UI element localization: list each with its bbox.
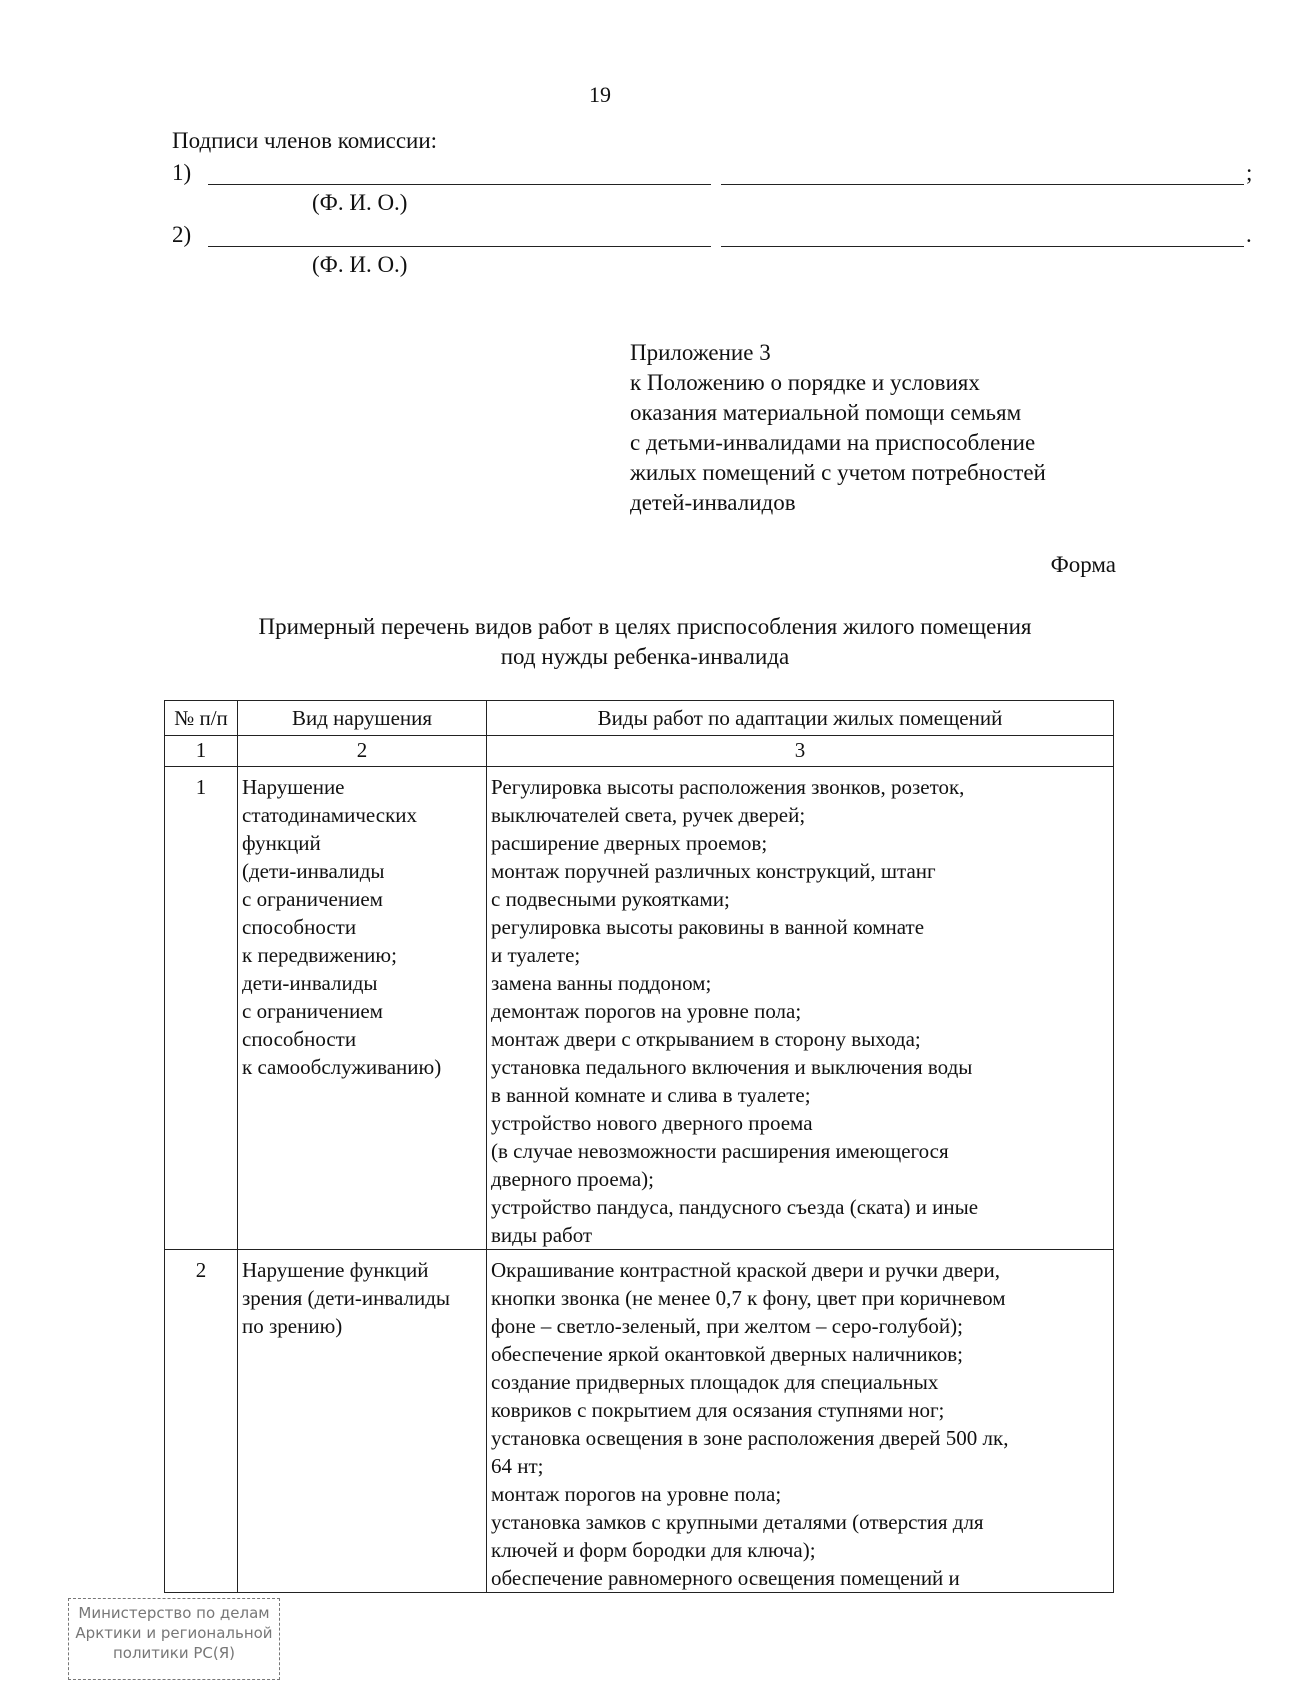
signature-underline xyxy=(208,246,711,247)
work-line: и туалете; xyxy=(491,943,581,967)
signature-end-punct: ; xyxy=(1246,160,1253,185)
appendix-block xyxy=(630,338,1046,518)
fio-caption: (Ф. И. О.) xyxy=(312,190,408,215)
signature-end-punct: . xyxy=(1246,222,1252,247)
disorder-line: статодинамических xyxy=(242,803,418,827)
name-underline xyxy=(721,184,1244,185)
row-number: 1 xyxy=(165,767,238,1250)
work-line: установка педального включения и выключения воды xyxy=(491,1055,973,1079)
work-line: регулировка высоты раковины в ванной комнате xyxy=(491,915,925,939)
work-line: (в случае невозможности расширения имеющегося xyxy=(491,1139,949,1163)
fio-caption: (Ф. И. О.) xyxy=(312,252,408,277)
appendix-line: оказания материальной помощи семьям xyxy=(630,400,1022,425)
works-cell xyxy=(487,1250,1114,1593)
work-line: установка замков с крупными деталями (отверстия для xyxy=(491,1510,984,1534)
work-line: 64 нт; xyxy=(491,1454,544,1478)
disorder-line: к передвижению; xyxy=(242,943,397,967)
work-line: расширение дверных проемов; xyxy=(491,831,768,855)
table-row xyxy=(165,1250,1114,1593)
work-line: кнопки звонка (не менее 0,7 к фону, цвет при коричневом xyxy=(491,1286,1006,1310)
table-header-row xyxy=(165,701,1114,736)
name-underline xyxy=(721,246,1244,247)
work-line: ковриков с покрытием для осязания ступнями ног; xyxy=(491,1398,945,1422)
disorder-line: зрения (дети-инвалиды xyxy=(242,1286,451,1310)
work-line: виды работ xyxy=(491,1223,593,1247)
signature-underline xyxy=(208,184,711,185)
work-line: фоне – светло-зеленый, при желтом – серо-голубой); xyxy=(491,1314,963,1338)
work-line: с подвесными рукоятками; xyxy=(491,887,730,911)
document-title xyxy=(0,612,1290,672)
work-line: установка освещения в зоне расположения дверей 500 лк, xyxy=(491,1426,1009,1450)
disorder-line: способности xyxy=(242,1027,357,1051)
signatures-title: Подписи членов комиссии: xyxy=(172,128,438,153)
appendix-line: к Положению о порядке и условиях xyxy=(630,370,980,395)
work-line: демонтаж порогов на уровне пола; xyxy=(491,999,802,1023)
work-line: монтаж двери с открыванием в сторону выхода; xyxy=(491,1027,921,1051)
appendix-line: детей-инвалидов xyxy=(630,490,796,515)
page-number: 19 xyxy=(589,82,611,107)
title-line-2: под нужды ребенка-инвалида xyxy=(500,644,790,669)
disorder-line: к самообслуживанию) xyxy=(242,1055,442,1079)
work-line: устройство пандуса, пандусного съезда (ската) и иные xyxy=(491,1195,979,1219)
work-line: дверного проема); xyxy=(491,1167,654,1191)
stamp-line: политики РС(Я) xyxy=(112,1644,236,1662)
title-line-1: Примерный перечень видов работ в целях приспособления жилого помещения xyxy=(258,614,1032,639)
disorder-line: способности xyxy=(242,915,357,939)
disorder-line: по зрению) xyxy=(242,1314,343,1338)
disorder-line: функций xyxy=(242,831,321,855)
work-line: создание придверных площадок для специальных xyxy=(491,1370,939,1394)
works-cell xyxy=(487,767,1114,1250)
appendix-line: Приложение 3 xyxy=(630,340,771,365)
table-row xyxy=(165,767,1114,1250)
stamp-line: Министерство по делам xyxy=(78,1604,270,1622)
column-number-row xyxy=(165,736,1114,767)
disorder-line: (дети-инвалиды xyxy=(242,859,385,883)
work-line: Регулировка высоты расположения звонков, розеток, xyxy=(491,775,965,799)
work-line: выключателей света, ручек дверей; xyxy=(491,803,806,827)
disorder-line: с ограничением xyxy=(242,887,383,911)
col-number: 3 xyxy=(487,736,1114,767)
work-line: обеспечение яркой окантовкой дверных наличников; xyxy=(491,1342,963,1366)
signature-line-2 xyxy=(172,222,1252,252)
work-line: обеспечение равномерного освещения помещений и xyxy=(491,1566,960,1590)
col-number: 1 xyxy=(165,736,238,767)
work-line: Окрашивание контрастной краской двери и ручки двери, xyxy=(491,1258,1000,1282)
row-number: 2 xyxy=(165,1250,238,1593)
header-disorder-type: Вид нарушения xyxy=(238,701,487,736)
disorder-line: Нарушение функций xyxy=(242,1258,429,1282)
header-num: № п/п xyxy=(165,701,238,736)
header-works: Виды работ по адаптации жилых помещений xyxy=(487,701,1114,736)
work-line: в ванной комнате и слива в туалете; xyxy=(491,1083,811,1107)
disorder-line: дети-инвалиды xyxy=(242,971,378,995)
work-line: устройство нового дверного проема xyxy=(491,1111,813,1135)
col-number: 2 xyxy=(238,736,487,767)
disorder-type-cell xyxy=(238,1250,487,1593)
disorder-type-cell xyxy=(238,767,487,1250)
appendix-line: с детьми-инвалидами на приспособление xyxy=(630,430,1036,455)
signature-number: 2) xyxy=(172,222,192,247)
signature-number: 1) xyxy=(172,160,192,185)
disorder-line: с ограничением xyxy=(242,999,383,1023)
signature-line-1 xyxy=(172,160,1253,190)
work-line: ключей и форм бородки для ключа); xyxy=(491,1538,816,1562)
work-line: монтаж порогов на уровне пола; xyxy=(491,1482,782,1506)
works-table xyxy=(164,700,1114,1593)
work-line: замена ванны поддоном; xyxy=(491,971,712,995)
work-line: монтаж поручней различных конструкций, штанг xyxy=(491,859,936,883)
disorder-line: Нарушение xyxy=(242,775,345,799)
ministry-stamp xyxy=(68,1598,280,1680)
form-label: Форма xyxy=(1050,552,1116,577)
stamp-line: Арктики и региональной xyxy=(75,1624,273,1642)
appendix-line: жилых помещений с учетом потребностей xyxy=(630,460,1046,485)
